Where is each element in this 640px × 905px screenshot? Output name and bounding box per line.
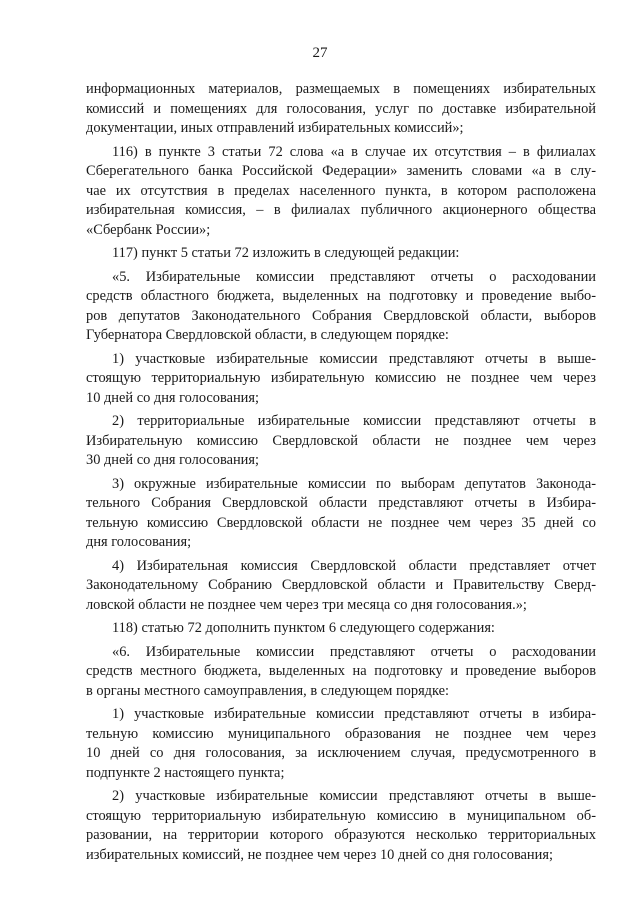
paragraph [86,268,596,346]
page-number: 27 [312,45,328,61]
text-line: 3) окружные избирательные комиссии по выборам депутатов Законода- [112,475,596,492]
text-line: «5. Избирательные комиссии представляют отчеты о расходовании [112,268,596,285]
text-line: ров депутатов Законодательного Собрания Свердловской области, выборов [86,307,596,324]
text-line: стоящую территориальную избирательную комиссию не позднее чем через [86,370,596,386]
text-line: 116) в пункте 3 статьи 72 слова «а в случае их отсутствия – в филиалах [112,143,596,160]
paragraph [86,350,596,409]
text-line: 10 дней со дня голосования, за исключением случая, предусмотренного в [86,745,596,761]
paragraph [86,787,596,865]
paragraph [86,244,596,264]
text-line: 10 дней со дня голосования; [86,389,259,406]
text-line: 1) участковые избирательные комиссии представляют отчеты в выше- [112,350,596,367]
text-line: Губернатора Свердловской области, в следующем порядке: [86,327,449,343]
text-line: тельную комиссию Свердловской области не позднее чем через 35 дней со [86,514,596,531]
text-line: тельную комиссию муниципального образования не позднее чем через [86,725,596,742]
document-body [86,80,596,865]
text-line: средств местного бюджета, выделенных на подготовку и проведение выборов [86,663,596,679]
text-line: Законодательному Собранию Свердловской области и Правительству Сверд- [86,577,596,593]
text-line: в органы местного самоуправления, в следующем порядке: [86,682,450,699]
text-line: 117) пункт 5 статьи 72 изложить в следующей редакции: [112,245,460,261]
text-line: средств областного бюджета, выделенных на подготовку и проведение выбо- [86,288,596,304]
text-line: 4) Избирательная комиссия Свердловской области представляет отчет [112,557,596,574]
text-line: 2) участковые избирательные комиссии представляют отчеты в выше- [112,788,596,804]
paragraph [86,619,596,639]
text-line: разовании, на территории которого образуются несколько территориальных [86,827,596,843]
text-line: стоящую территориальную избирательную комиссию в муниципальном об- [86,807,596,824]
paragraph [86,143,596,241]
text-line: чае их отсутствия в пределах населенного пункта, в котором расположена [86,182,596,199]
text-line: «6. Избирательные комиссии представляют отчеты о расходовании [112,643,596,660]
text-line: «Сбербанк России»; [86,221,211,238]
text-line: 1) участковые избирательные комиссии представляют отчеты в избира- [112,706,596,722]
paragraph [86,557,596,616]
text-line: информационных материалов, размещаемых в помещениях избирательных [86,81,596,97]
text-line: тельного Собрания Свердловской области представляют отчеты в Избира- [86,495,596,511]
paragraph [86,412,596,471]
paragraph [86,475,596,553]
text-line: 118) статью 72 дополнить пунктом 6 следующего содержания: [112,620,495,636]
text-line: комиссий и помещениях для голосования, услуг по доставке избирательной [86,100,596,117]
text-line: ловской области не позднее чем через три месяца со дня голосования.»; [86,596,527,613]
text-line: подпункте 2 настоящего пункта; [86,764,285,781]
text-line: 30 дней со дня голосования; [86,452,259,468]
text-line: дня голосования; [86,534,192,550]
paragraph [86,705,596,783]
text-line: избирательная комиссия, – в филиалах публичного акционерного общества [86,202,596,218]
text-line: документации, иных отправлений избирательных комиссий»; [86,120,464,136]
text-line: 2) территориальные избирательные комиссии представляют отчеты в [112,413,596,429]
text-line: избирательных комиссий, не позднее чем через 10 дней со дня голосования; [86,846,553,863]
text-line: Сберегательного банка Российской Федерации» заменить словами «а в слу- [86,163,596,179]
text-line: Избирательную комиссию Свердловской области не позднее чем через [86,432,596,449]
paragraph [86,80,596,139]
paragraph [86,643,596,702]
